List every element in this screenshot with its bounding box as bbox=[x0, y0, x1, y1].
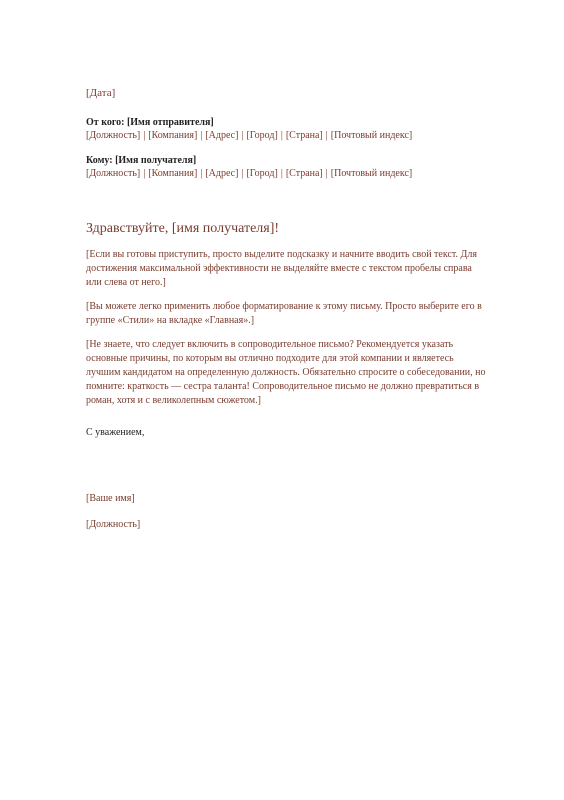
separator: | bbox=[241, 130, 244, 141]
greeting[interactable]: Здравствуйте, [имя получателя]! bbox=[86, 221, 280, 236]
separator: | bbox=[280, 168, 283, 179]
recipient-company[interactable]: [Компания] bbox=[148, 168, 198, 179]
sender-country[interactable]: [Страна] bbox=[285, 130, 323, 141]
date-field[interactable]: [Дата] bbox=[86, 87, 116, 99]
recipient-postal-code[interactable]: [Почтовый индекс] bbox=[330, 168, 413, 179]
sender-label: От кого: bbox=[86, 117, 127, 128]
sender-details bbox=[86, 129, 486, 142]
separator: | bbox=[241, 168, 244, 179]
recipient-label: Кому: bbox=[86, 155, 116, 166]
separator: | bbox=[325, 130, 328, 141]
signature-title[interactable]: [Должность] bbox=[86, 519, 141, 530]
body-paragraph-2[interactable]: [Вы можете легко применить любое форматирование к этому письму. Просто выберите его в группе «Стили» на вкладке «Главная».] bbox=[86, 301, 482, 326]
body-paragraph-3[interactable]: [Не знаете, что следует включить в сопроводительное письмо? Рекомендуется указать основные причины, по которым вы отлично подходите для этой компании и являетесь лучшим кандидатом на определенную должность. Обязательно спросите о собеседовании, но помните: краткость — сестра таланта! Сопроводительное письмо не должно превратиться в роман, хотя и с великолепным сюжетом.] bbox=[86, 339, 486, 406]
separator: | bbox=[143, 168, 146, 179]
sender-address[interactable]: [Адрес] bbox=[205, 130, 239, 141]
recipient-country[interactable]: [Страна] bbox=[285, 168, 323, 179]
sender-postal-code[interactable]: [Почтовый индекс] bbox=[330, 130, 413, 141]
separator: | bbox=[143, 130, 146, 141]
letter-body bbox=[86, 86, 486, 532]
separator: | bbox=[325, 168, 328, 179]
recipient-name[interactable]: [Имя получателя] bbox=[115, 155, 197, 166]
recipient-city[interactable]: [Город] bbox=[246, 168, 278, 179]
signature-name[interactable]: [Ваше имя] bbox=[86, 493, 135, 504]
sender-heading bbox=[86, 116, 486, 129]
sender-city[interactable]: [Город] bbox=[246, 130, 278, 141]
separator: | bbox=[200, 168, 203, 179]
recipient-address[interactable]: [Адрес] bbox=[205, 168, 239, 179]
recipient-title[interactable]: [Должность] bbox=[86, 168, 141, 179]
closing: С уважением, bbox=[86, 427, 145, 438]
body-paragraph-1[interactable]: [Если вы готовы приступить, просто выделите подсказку и начните вводить свой текст. Для достижения максимальной эффективности не выделяйте вместе с текстом пробелы справа или слева от него.] bbox=[86, 249, 477, 288]
recipient-heading bbox=[86, 154, 486, 167]
sender-name[interactable]: [Имя отправителя] bbox=[126, 117, 214, 128]
sender-company[interactable]: [Компания] bbox=[148, 130, 198, 141]
sender-title[interactable]: [Должность] bbox=[86, 130, 141, 141]
separator: | bbox=[200, 130, 203, 141]
recipient-details bbox=[86, 167, 486, 180]
separator: | bbox=[280, 130, 283, 141]
